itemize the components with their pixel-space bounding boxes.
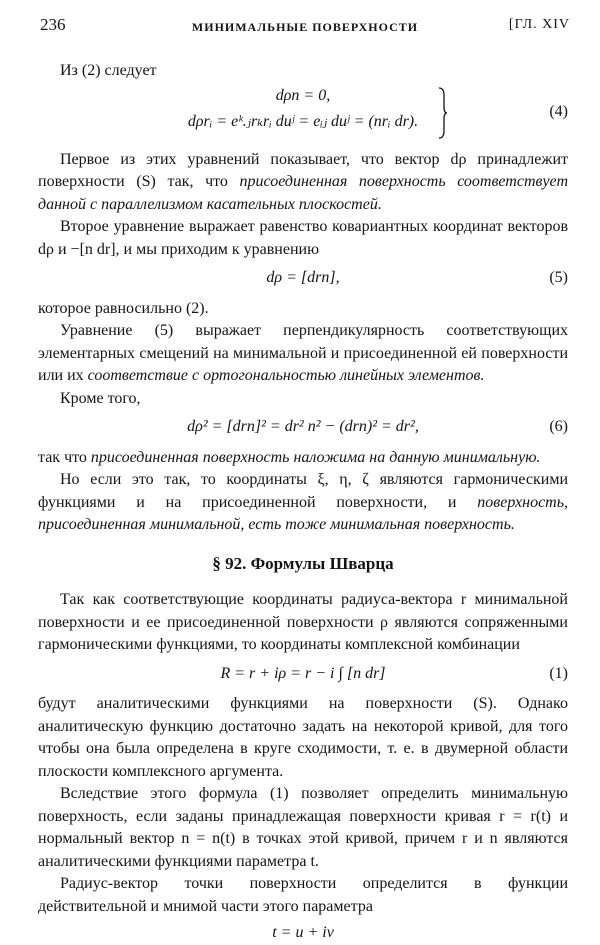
- equation-6-formula: dρ² = [drn]² = dr² n² − (drn)² = dr²,: [187, 418, 419, 435]
- paragraph-6: Кроме того,: [60, 389, 141, 407]
- equation-number-1: (1): [549, 664, 568, 682]
- equation-6: [38, 416, 568, 439]
- page-body: [38, 60, 568, 945]
- paragraph-12: Радиус-вектор точки поверхности определится в функции действительной и мнимой части этого параметра: [38, 875, 568, 915]
- equation-4-line-2: dρrᵢ = eᵏ.ⱼrₖrᵢ duʲ = eᵢⱼ duʲ = (nrᵢ dr).: [187, 112, 419, 130]
- page-number: 236: [40, 15, 66, 34]
- equation-1-formula: R = r + iρ = r − i ∫ [n dr]: [220, 664, 386, 682]
- paragraph-2-text: Первое из этих уравнений показывает, что вектор dρ принадлежит поверхности (S) так, что: [38, 150, 568, 190]
- equation-5: [38, 267, 568, 290]
- paragraph-8-emphasis: поверхность, присоединенная минимальной, есть тоже минимальная поверхность.: [38, 493, 568, 533]
- equation-parameter-formula: t = u + iv: [272, 924, 334, 941]
- paragraph-7-emphasis: присоединенная поверхность наложима на данную минимальную.: [90, 448, 541, 466]
- paragraph-2-emphasis: присоединенная поверхность соответствует данной с параллелизмом касательных плоскостей.: [38, 173, 569, 213]
- right-brace-icon: [438, 87, 448, 139]
- running-title: МИНИМАЛЬНЫЕ ПОВЕРХНОСТИ: [191, 20, 419, 34]
- equation-number-5: (5): [549, 269, 568, 286]
- equation-system-4: [38, 85, 568, 145]
- equation-4-line-1: dρn = 0,: [275, 86, 331, 104]
- paragraph-11: Вследствие этого формула (1) позволяет определить минимальную поверхность, если заданы принадлежащая поверхности кривая r = r(t) и нормальный вектор n = n(t) в точках этой кривой, причем r и n являются аналитическими функциями параметра t.: [38, 785, 568, 870]
- equation-5-formula: dρ = [drn],: [266, 269, 340, 286]
- paragraph-3: Второе уравнение выражает равенство ковариантных координат векторов dρ и −[n dr], и мы приходим к уравнению: [38, 218, 568, 258]
- paragraph-7-text: так что: [38, 448, 91, 466]
- section-title: § 92. Формулы Шварца: [212, 553, 394, 573]
- equation-parameter: [38, 922, 568, 945]
- paragraph-4: которое равносильно (2).: [38, 299, 209, 317]
- equation-number-4: (4): [549, 102, 568, 120]
- chapter-label: [ГЛ. XIV: [508, 17, 570, 32]
- paragraph-2: [38, 149, 568, 217]
- paragraph-10: будут аналитическими функциями на поверхности (S). Однако аналитическую функцию достаточно задать на некоторой кривой, для того чтобы она была определена в круге сходимости, т. е. в двумерной области плоскости комплексного аргумента.: [38, 695, 568, 780]
- equation-1: [38, 663, 568, 686]
- paragraph-5-text: Уравнение (5) выражает перпендикулярность соответствующих элементарных смещений на минимальной и присоединенной ей поверхности или их: [38, 322, 568, 384]
- paragraph-8: [38, 469, 568, 537]
- running-header: [40, 14, 570, 38]
- paragraph-7: [38, 447, 568, 470]
- paragraph-5-emphasis: соответствие с ортогональностью линейных элементов.: [87, 367, 485, 384]
- paragraph-9: Так как соответствующие координаты радиуса-вектора r минимальной поверхности и ее присоединенной поверхности ρ являются сопряженными гармоническими функциями, то координаты комплексной комбинации: [38, 591, 568, 653]
- equation-number-6: (6): [549, 418, 568, 435]
- paragraph-8-text: Но если это так, то координаты ξ, η, ζ являются гармоническими функциями и на присоединенной поверхности, и: [38, 471, 568, 511]
- paragraph-5: [38, 320, 568, 388]
- paragraph-intro: Из (2) следует: [60, 62, 157, 79]
